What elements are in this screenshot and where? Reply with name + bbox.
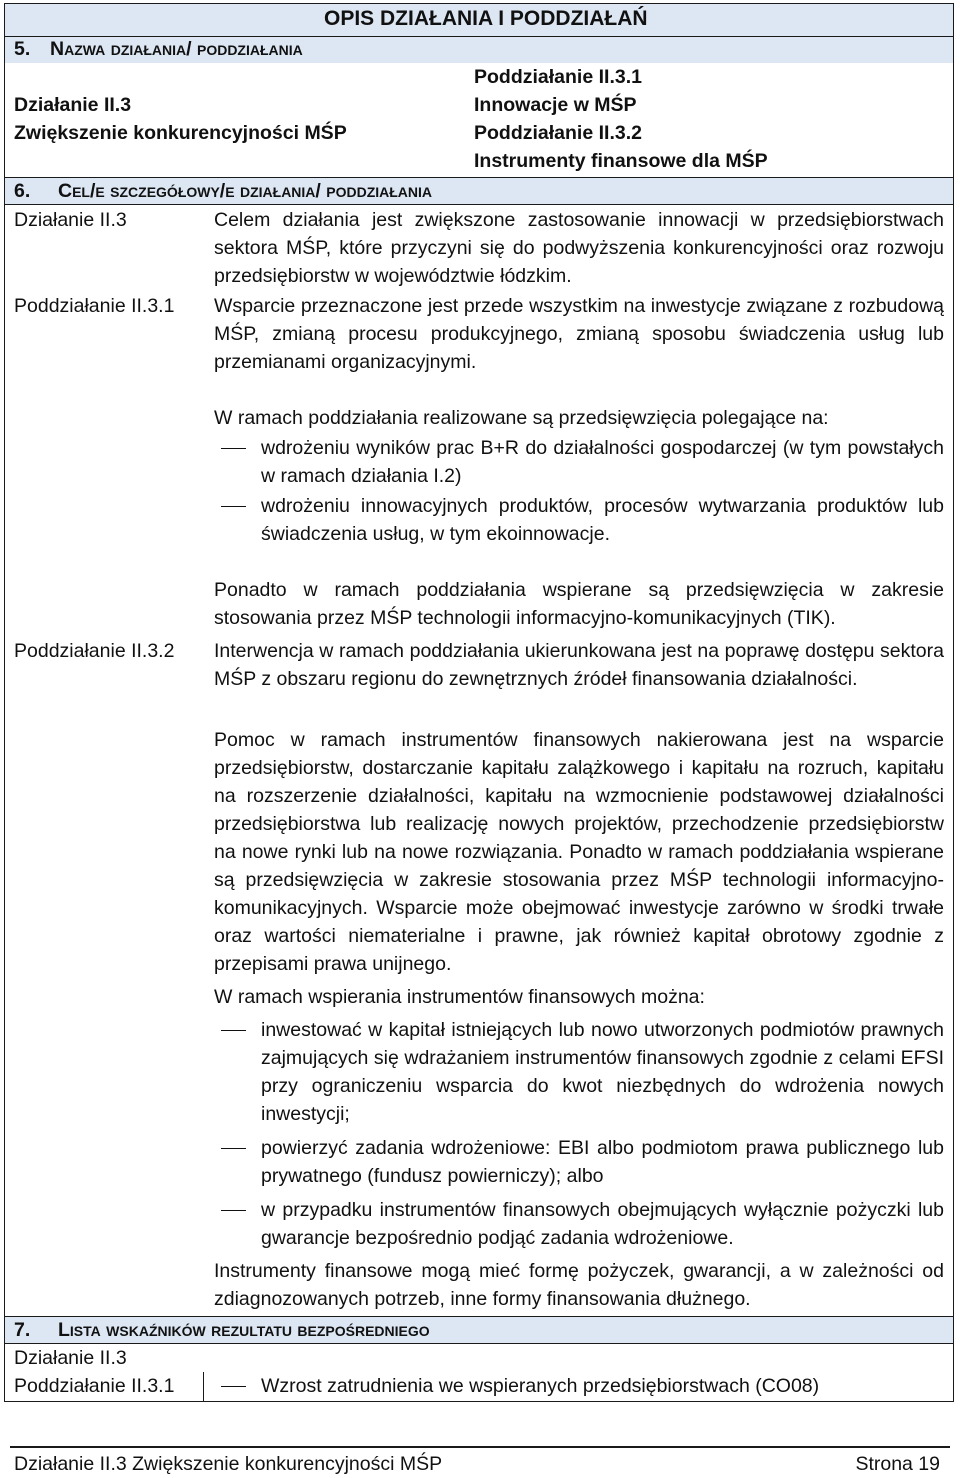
- footer-page-number: Strona 19: [855, 1453, 940, 1475]
- section6-sub1-paragraph-3: Ponadto w ramach poddziałania wspierane są przedsięwzięcia w zakresie stosowania przez MŚP technologii informacyjno-komunikacyjnych (TIK).: [214, 579, 944, 629]
- section7-indicator-list: [214, 1372, 944, 1400]
- section6-sub1-list: [214, 434, 944, 548]
- section7-title: Lista wskaźników rezultatu bezpośredniego: [58, 1319, 430, 1341]
- section6-sub2-paragraph-4: Instrumenty finansowe mogą mieć formę pożyczek, gwarancji, a w zależności od zdiagnozowanych potrzeb, inne formy finansowania dłużnego.: [214, 1260, 944, 1310]
- indicator-cell-divider: [203, 1372, 204, 1402]
- table-border-right: [953, 3, 954, 1402]
- list-item: wdrożeniu wyników prac B+R do działalności gospodarczej (w tym powstałych w ramach działania I.2): [214, 434, 944, 490]
- subaction2-code: Poddziałanie II.3.2: [474, 122, 642, 144]
- section6-sub1-paragraph-2: W ramach poddziałania realizowane są przedsięwzięcia polegające na:: [214, 407, 829, 429]
- section6-sub1-label: Poddziałanie II.3.1: [14, 295, 175, 317]
- table-border-bottom: [4, 1401, 954, 1402]
- subaction1-name: Innowacje w MŚP: [474, 94, 637, 116]
- action-name: Zwiększenie konkurencyjności MŚP: [14, 122, 347, 144]
- section6-sub1-paragraph-1: Wsparcie przeznaczone jest przede wszystkim na inwestycje związane z rozbudową MŚP, zmianą procesu produkcyjnego, zmianą sposobu świadczenia usług lub przemianami organizacyjnymi.: [214, 295, 944, 373]
- list-item: w przypadku instrumentów finansowych obejmujących wyłącznie pożyczki lub gwarancje bezpośrednio podjąć zadania wdrożeniowe.: [214, 1196, 944, 1252]
- section7-action-label: Działanie II.3: [14, 1347, 127, 1369]
- footer-left: Działanie II.3 Zwiększenie konkurencyjności MŚP: [14, 1453, 443, 1475]
- section6-sub2-paragraph-3: W ramach wspierania instrumentów finansowych można:: [214, 986, 705, 1008]
- section6-number: 6.: [14, 180, 31, 202]
- subaction1-code: Poddziałanie II.3.1: [474, 66, 642, 88]
- section7-sub1-label: Poddziałanie II.3.1: [14, 1375, 175, 1397]
- indicator-item: Wzrost zatrudnienia we wspieranych przedsiębiorstwach (CO08): [214, 1372, 944, 1400]
- section6-action-label: Działanie II.3: [14, 209, 127, 231]
- section6-sub2-paragraph-2: Pomoc w ramach instrumentów finansowych nakierowana jest na wsparcie przedsiębiorstw, dostarczanie kapitału zalążkowego i kapitału na rozruch, kapitału na rozszerzenie działalności, kapitału na wzmocnienie podstawowej działalności przedsiębiorstwa lub realizację nowych projektów, przechodzenie przedsiębiorstw na nowe rynki lub na nowe rozwiązania. Ponadto w ramach poddziałania wspierane są przedsięwzięcia w zakresie stosowania przez MŚP technologii informacyjno-komunikacyjnych. Wsparcie może obejmować inwestycje zarówno w środki trwałe oraz wartości niematerialne i prawne, jak również kapitał obrotowy zgodnie z przepisami prawa unijnego.: [214, 729, 944, 975]
- section6-sub2-list: [214, 1016, 944, 1252]
- section6-sub2-paragraph-1: Interwencja w ramach poddziałania ukierunkowana jest na poprawę dostępu sektora MŚP z obszaru regionu do zewnętrznych źródeł finansowania działalności.: [214, 640, 944, 690]
- list-item: inwestować w kapitał istniejących lub nowo utworzonych podmiotów prawnych zajmujących się wdrażaniem instrumentów finansowych zgodnie z celami EFSI przy ograniczeniu wsparcia do kwot niezbędnych do wdrożenia nowych inwestycji;: [214, 1016, 944, 1128]
- section5-title: Nazwa działania/ poddziałania: [50, 38, 303, 60]
- action-code: Działanie II.3: [14, 94, 132, 116]
- section6-sub2-label: Poddziałanie II.3.2: [14, 640, 175, 662]
- list-item: powierzyć zadania wdrożeniowe: EBI albo podmiotom prawa publicznego lub prywatnego (fundusz powierniczy); albo: [214, 1134, 944, 1190]
- section6-action-text: Celem działania jest zwiększone zastosowanie innowacji w przedsiębiorstwach sektora MŚP, które przyczyni się do podwyższenia konkurencyjności oraz rozwoju przedsiębiorstw w województwie łódzkim.: [214, 209, 944, 287]
- subaction2-name: Instrumenty finansowe dla MŚP: [474, 150, 768, 172]
- table-border-left: [4, 3, 5, 1402]
- list-item: wdrożeniu innowacyjnych produktów, procesów wytwarzania produktów lub świadczenia usług, w tym ekoinnowacje.: [214, 492, 944, 548]
- section5-number: 5.: [14, 38, 31, 60]
- document-title: OPIS DZIAŁANIA I PODDZIAŁAŃ: [324, 7, 648, 30]
- footer-rule: [10, 1446, 950, 1448]
- section7-number: 7.: [14, 1319, 31, 1341]
- section6-title: Cel/e szczegółowy/e działania/ poddziałania: [58, 180, 433, 202]
